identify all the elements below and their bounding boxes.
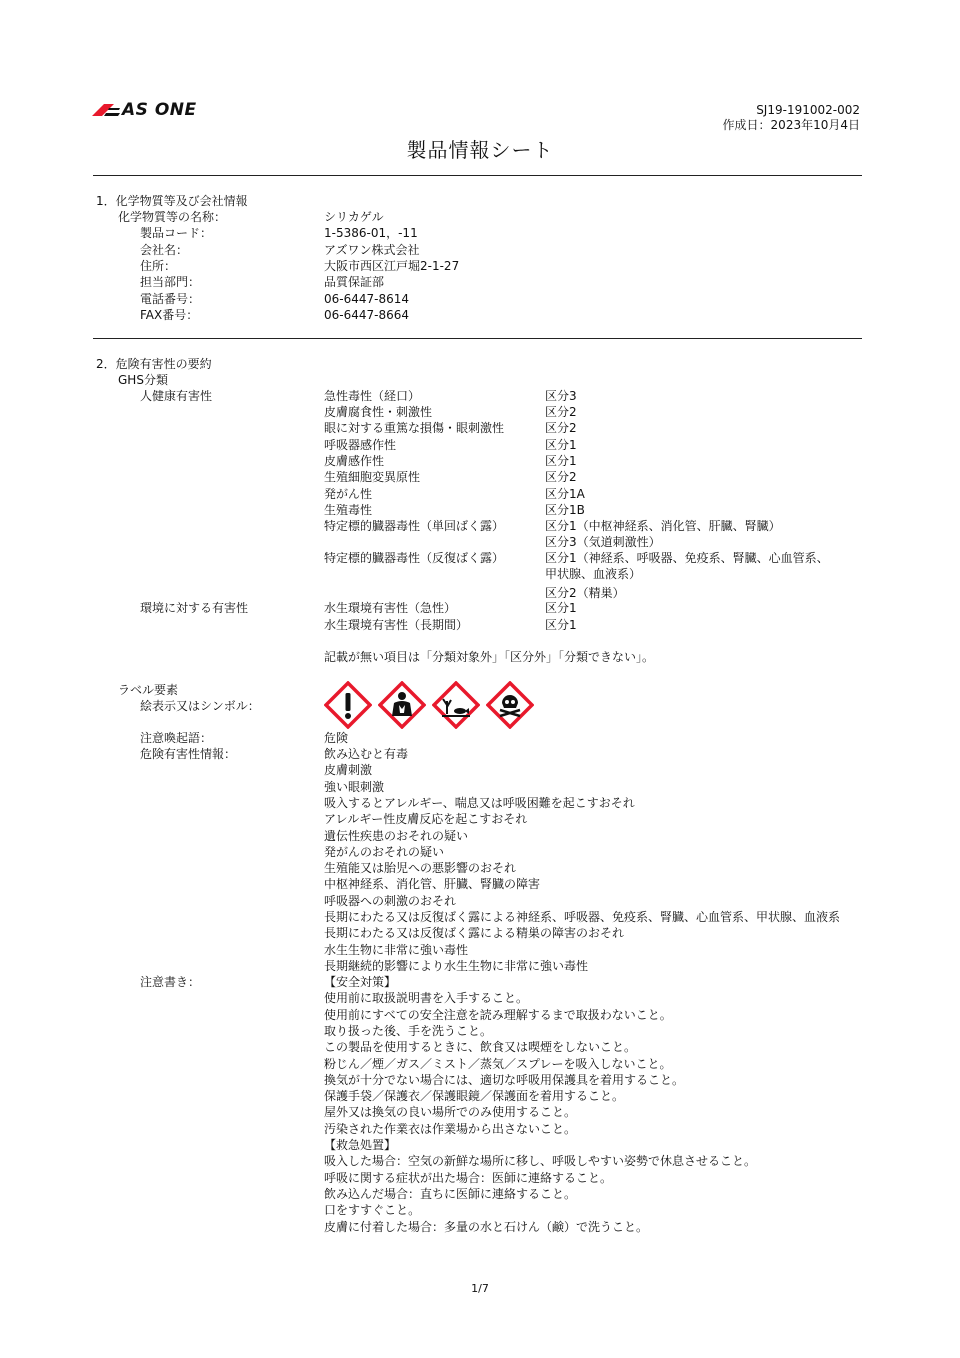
created-date: 作成日：2023年10月4日 xyxy=(722,118,860,132)
precaution-text: 飲み込んだ場合：直ちに医師に連絡すること。 xyxy=(324,1186,577,1201)
field-value: 品質保証部 xyxy=(324,275,385,290)
hazard-class: 皮膚感作性 xyxy=(324,454,385,468)
field-label: FAX番号： xyxy=(140,307,199,322)
hazard-statement-text: 飲み込むと有毒 xyxy=(324,747,409,761)
hazard-class: 急性毒性（経口） xyxy=(324,389,421,403)
precaution-text: 屋外又は換気の良い場所でのみ使用すること。 xyxy=(324,1105,577,1120)
hazard-category: 区分1 xyxy=(545,601,577,615)
field-label: 電話番号： xyxy=(140,291,201,306)
precaution-text: 粉じん／煙／ガス／ミスト／蒸気／スプレーを吸入しないこと。 xyxy=(324,1056,672,1071)
hazard-category: 区分1 xyxy=(545,438,577,452)
hazard-statement-text: 長期にわたる又は反復ばく露による神経系、呼吸器、免疫系、腎臓、心血管系、甲状腺、血液系 xyxy=(324,910,841,924)
hazard-class: 水生環境有害性（長期間） xyxy=(324,617,469,632)
hazard-category: 区分1 xyxy=(545,454,577,468)
hazard-category: 区分1A xyxy=(545,487,585,501)
environment-hazard-label: 環境に対する有害性 xyxy=(140,601,249,615)
field-value: 1-5386-01，-11 xyxy=(324,226,418,241)
precaution-text: 呼吸に関する症状が出た場合：医師に連絡すること。 xyxy=(324,1170,613,1185)
hazard-category: 甲状腺、血液系） xyxy=(545,567,642,581)
ghs-classification-label: GHS分類 xyxy=(118,373,168,387)
logo-mark-icon xyxy=(92,102,120,116)
skull-crossbones-icon xyxy=(486,681,534,729)
exclamation-mark-icon xyxy=(324,681,372,729)
hazard-category: 区分1（中枢神経系、消化管、肝臓、腎臓） xyxy=(545,519,781,533)
hazard-class: 水生環境有害性（急性） xyxy=(324,601,457,615)
hazard-info-label: 危険有害性情報： xyxy=(140,747,237,761)
signal-word-label: 注意喚起語： xyxy=(140,731,213,745)
hazard-category: 区分1B xyxy=(545,503,585,517)
hazard-category: 区分1（神経系、呼吸器、免疫系、腎臓、心血管系、 xyxy=(545,551,829,565)
hazard-category: 区分2（精巣） xyxy=(545,586,625,600)
pictogram-label: 絵表示又はシンボル： xyxy=(140,699,260,713)
hazard-class: 生殖毒性 xyxy=(324,503,373,517)
section1-divider xyxy=(93,338,862,339)
field-value: 大阪市西区江戸堀2-1-27 xyxy=(324,258,460,273)
company-logo xyxy=(92,101,237,119)
section2-heading: 2．危険有害性の要約 xyxy=(96,357,212,371)
hazard-category: 区分3 xyxy=(545,389,577,403)
hazard-class: 特定標的臓器毒性（反復ばく露） xyxy=(324,551,505,565)
precaution-text: この製品を使用するときに、飲食又は喫煙をしないこと。 xyxy=(324,1040,637,1055)
field-label: 会社名： xyxy=(140,242,189,257)
field-label: 担当部門： xyxy=(140,275,201,290)
logo-text: AS ONE xyxy=(122,100,197,120)
hazard-statement-text: 呼吸器への刺激のおそれ xyxy=(324,893,457,908)
precaution-text: 使用前にすべての安全注意を読み理解するまで取扱わないこと。 xyxy=(324,1007,672,1022)
signal-word: 危険 xyxy=(324,731,349,745)
hazard-category: 区分1 xyxy=(545,617,577,632)
page-title: 製品情報シート xyxy=(406,138,554,162)
health-hazard-icon xyxy=(378,681,426,729)
hazard-class: 皮膚腐食性・刺激性 xyxy=(324,405,433,419)
hazard-statement-text: 吸入するとアレルギー、喘息又は呼吸困難を起こすおそれ xyxy=(324,795,635,810)
hazard-statement-text: 長期にわたる又は反復ばく露による精巣の障害のおそれ xyxy=(324,926,625,941)
precaution-text: 吸入した場合：空気の新鮮な場所に移し、呼吸しやすい姿勢で休息させること。 xyxy=(324,1154,757,1169)
precaution-text: 保護手袋／保護衣／保護眼鏡／保護面を着用すること。 xyxy=(324,1089,625,1104)
field-value: 06-6447-8664 xyxy=(324,307,410,322)
classification-note: 記載が無い項目は「分類対象外」「区分外」「分類できない」。 xyxy=(324,650,655,664)
hazard-statement-text: 水生生物に非常に強い毒性 xyxy=(324,942,469,957)
field-value: アズワン株式会社 xyxy=(324,242,420,257)
field-label: 住所： xyxy=(140,258,177,273)
hazard-statement-text: 生殖能又は胎児への悪影響のおそれ xyxy=(324,861,517,876)
hazard-class: 生殖細胞変異原性 xyxy=(324,470,421,484)
field-value: シリカゲル xyxy=(324,210,384,224)
field-label: 製品コード： xyxy=(140,226,213,241)
environment-icon xyxy=(432,681,480,729)
header-divider xyxy=(93,175,862,176)
hazard-statement-text: 遺伝性疾患のおそれの疑い xyxy=(324,828,469,843)
hazard-category: 区分3（気道刺激性） xyxy=(545,535,661,549)
ghs-pictograms xyxy=(324,681,544,731)
hazard-category: 区分2 xyxy=(545,405,577,419)
hazard-statement-text: 発がんのおそれの疑い xyxy=(324,844,445,859)
precaution-text: 汚染された作業衣は作業場から出さないこと。 xyxy=(324,1121,577,1136)
hazard-statement-text: 長期継続的影響により水生生物に非常に強い毒性 xyxy=(324,958,589,973)
hazard-statement-text: アレルギー性皮膚反応を起こすおそれ xyxy=(324,812,528,827)
document-info xyxy=(723,103,860,133)
hazard-class: 特定標的臓器毒性（単回ばく露） xyxy=(324,519,505,533)
hazard-statement-text: 皮膚刺激 xyxy=(324,763,373,778)
precaution-text: 取り扱った後、手を洗うこと。 xyxy=(324,1023,493,1038)
health-hazard-label: 人健康有害性 xyxy=(140,389,213,403)
precaution-label: 注意書き： xyxy=(140,975,201,989)
page-number: 1/7 xyxy=(471,1282,489,1295)
hazard-statement-text: 中枢神経系、消化管、肝臓、腎臓の障害 xyxy=(324,877,541,892)
document-id: SJ19-191002-002 xyxy=(756,103,860,117)
precaution-text: 皮膚に付着した場合：多量の水と石けん（鹸）で洗うこと。 xyxy=(324,1219,649,1234)
precaution-text: 口をすすぐこと。 xyxy=(324,1203,421,1218)
hazard-category: 区分2 xyxy=(545,421,577,435)
hazard-statement-text: 強い眼刺激 xyxy=(324,779,385,794)
hazard-class: 呼吸器感作性 xyxy=(324,438,397,452)
precaution-text: 換気が十分でない場合には、適切な呼吸用保護具を着用すること。 xyxy=(324,1072,685,1087)
field-label: 化学物質等の名称： xyxy=(118,210,227,224)
label-elements-heading: ラベル要素 xyxy=(118,683,179,697)
section1-heading: 1．化学物質等及び会社情報 xyxy=(96,194,248,208)
precaution-text: 【救急処置】 xyxy=(324,1138,397,1152)
precaution-text: 【安全対策】 xyxy=(324,975,397,989)
hazard-class: 発がん性 xyxy=(324,487,373,501)
field-value: 06-6447-8614 xyxy=(324,291,410,306)
hazard-class: 眼に対する重篤な損傷・眼刺激性 xyxy=(324,421,505,435)
hazard-category: 区分2 xyxy=(545,470,577,484)
precaution-text: 使用前に取扱説明書を入手すること。 xyxy=(324,991,529,1006)
